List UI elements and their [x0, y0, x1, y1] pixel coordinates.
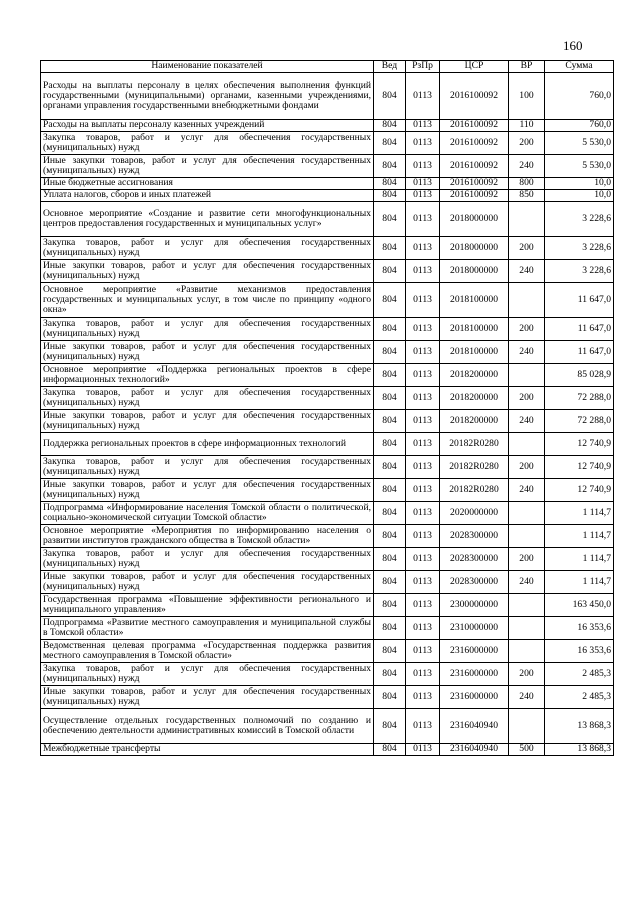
cell-vr: 200: [509, 237, 545, 260]
cell-sum: 85 028,9: [545, 364, 614, 387]
cell-ved: 804: [374, 387, 406, 410]
cell-ved: 804: [374, 502, 406, 525]
cell-ved: 804: [374, 640, 406, 663]
cell-ved: 804: [374, 283, 406, 318]
cell-rzpr: 0113: [406, 178, 440, 190]
cell-name: Иные закупки товаров, работ и услуг для обеспечения государственных (муниципальных) нужд: [41, 479, 374, 502]
table-row: [41, 640, 614, 663]
cell-name: Межбюджетные трансферты: [41, 744, 374, 756]
cell-ved: 804: [374, 260, 406, 283]
cell-csr: 2016100092: [440, 132, 509, 155]
cell-sum: 72 288,0: [545, 410, 614, 433]
cell-ved: 804: [374, 548, 406, 571]
cell-sum: 11 647,0: [545, 341, 614, 364]
cell-name: Иные закупки товаров, работ и услуг для обеспечения государственных (муниципальных) нужд: [41, 155, 374, 178]
cell-name: Основное мероприятие «Мероприятия по информированию населения о развитии институтов гражданского общества в Томской области»: [41, 525, 374, 548]
cell-rzpr: 0113: [406, 433, 440, 456]
table-row: [41, 318, 614, 341]
cell-vr: 200: [509, 318, 545, 341]
table-row: [41, 364, 614, 387]
cell-ved: 804: [374, 663, 406, 686]
cell-ved: 804: [374, 594, 406, 617]
cell-sum: 16 353,6: [545, 617, 614, 640]
cell-csr: 2020000000: [440, 502, 509, 525]
cell-csr: 2018200000: [440, 387, 509, 410]
cell-name: Подпрограмма «Развитие местного самоуправления и муниципальной службы в Томской области»: [41, 617, 374, 640]
cell-rzpr: 0113: [406, 525, 440, 548]
cell-sum: 3 228,6: [545, 237, 614, 260]
table-row: [41, 283, 614, 318]
cell-ved: 804: [374, 709, 406, 744]
cell-sum: 1 114,7: [545, 571, 614, 594]
cell-csr: 2018000000: [440, 237, 509, 260]
cell-sum: 11 647,0: [545, 318, 614, 341]
cell-csr: 2018100000: [440, 341, 509, 364]
cell-vr: 240: [509, 479, 545, 502]
cell-csr: 2316000000: [440, 686, 509, 709]
cell-name: Закупка товаров, работ и услуг для обеспечения государственных (муниципальных) нужд: [41, 132, 374, 155]
table-row: [41, 260, 614, 283]
cell-rzpr: 0113: [406, 132, 440, 155]
cell-vr: 110: [509, 120, 545, 132]
header-sum: Сумма: [545, 61, 614, 73]
cell-vr: 100: [509, 73, 545, 120]
table-row: [41, 120, 614, 132]
cell-ved: 804: [374, 686, 406, 709]
cell-rzpr: 0113: [406, 341, 440, 364]
cell-ved: 804: [374, 120, 406, 132]
cell-sum: 2 485,3: [545, 686, 614, 709]
cell-rzpr: 0113: [406, 686, 440, 709]
cell-csr: 20182R0280: [440, 433, 509, 456]
table-row: [41, 663, 614, 686]
cell-ved: 804: [374, 617, 406, 640]
cell-rzpr: 0113: [406, 190, 440, 202]
cell-sum: 10,0: [545, 190, 614, 202]
cell-sum: 13 868,3: [545, 744, 614, 756]
cell-vr: 240: [509, 410, 545, 433]
cell-sum: 11 647,0: [545, 283, 614, 318]
cell-name: Расходы на выплаты персоналу в целях обеспечения выполнения функций государственными (муниципальными) органами, казенными учреждениями, органами управления государственными внебюджетными фондами: [41, 73, 374, 120]
table-row: [41, 479, 614, 502]
cell-vr: 240: [509, 260, 545, 283]
cell-sum: 3 228,6: [545, 260, 614, 283]
cell-rzpr: 0113: [406, 640, 440, 663]
cell-vr: 240: [509, 341, 545, 364]
header-vr: ВР: [509, 61, 545, 73]
cell-csr: 2018200000: [440, 410, 509, 433]
cell-vr: [509, 525, 545, 548]
table-row: [41, 525, 614, 548]
cell-csr: 2016100092: [440, 120, 509, 132]
cell-ved: 804: [374, 364, 406, 387]
table-row: [41, 237, 614, 260]
cell-rzpr: 0113: [406, 364, 440, 387]
table-row: [41, 132, 614, 155]
cell-rzpr: 0113: [406, 155, 440, 178]
cell-csr: 2316000000: [440, 663, 509, 686]
cell-rzpr: 0113: [406, 318, 440, 341]
table-row: [41, 387, 614, 410]
cell-csr: 2018100000: [440, 283, 509, 318]
cell-sum: 163 450,0: [545, 594, 614, 617]
cell-sum: 12 740,9: [545, 479, 614, 502]
cell-vr: [509, 594, 545, 617]
cell-vr: [509, 640, 545, 663]
cell-ved: 804: [374, 178, 406, 190]
cell-ved: 804: [374, 341, 406, 364]
cell-vr: 200: [509, 548, 545, 571]
table-row: [41, 190, 614, 202]
cell-sum: 12 740,9: [545, 456, 614, 479]
cell-rzpr: 0113: [406, 410, 440, 433]
cell-csr: 2316040940: [440, 709, 509, 744]
table-row: [41, 73, 614, 120]
cell-csr: 2316000000: [440, 640, 509, 663]
cell-name: Подпрограмма «Информирование населения Томской области о политической, социально-экономической ситуации Томской области»: [41, 502, 374, 525]
cell-sum: 1 114,7: [545, 525, 614, 548]
cell-csr: 2016100092: [440, 178, 509, 190]
cell-csr: 2018200000: [440, 364, 509, 387]
table-row: [41, 686, 614, 709]
cell-sum: 5 530,0: [545, 132, 614, 155]
cell-rzpr: 0113: [406, 548, 440, 571]
cell-rzpr: 0113: [406, 73, 440, 120]
cell-vr: [509, 202, 545, 237]
table-row: [41, 410, 614, 433]
cell-rzpr: 0113: [406, 502, 440, 525]
cell-sum: 1 114,7: [545, 548, 614, 571]
cell-name: Государственная программа «Повышение эффективности регионального и муниципального управления»: [41, 594, 374, 617]
cell-rzpr: 0113: [406, 283, 440, 318]
cell-csr: 2028300000: [440, 525, 509, 548]
cell-vr: [509, 502, 545, 525]
cell-rzpr: 0113: [406, 120, 440, 132]
cell-rzpr: 0113: [406, 387, 440, 410]
cell-name: Иные закупки товаров, работ и услуг для обеспечения государственных (муниципальных) нужд: [41, 686, 374, 709]
cell-vr: 240: [509, 571, 545, 594]
header-rzpr: РзПр: [406, 61, 440, 73]
cell-sum: 2 485,3: [545, 663, 614, 686]
table-row: [41, 202, 614, 237]
cell-vr: 240: [509, 686, 545, 709]
cell-vr: 500: [509, 744, 545, 756]
cell-name: Закупка товаров, работ и услуг для обеспечения государственных (муниципальных) нужд: [41, 237, 374, 260]
table-row: [41, 433, 614, 456]
cell-csr: 2018100000: [440, 318, 509, 341]
cell-ved: 804: [374, 744, 406, 756]
cell-sum: 12 740,9: [545, 433, 614, 456]
header-ved: Вед: [374, 61, 406, 73]
cell-name: Основное мероприятие «Создание и развитие сети многофункциональных центров предоставления государственных и муниципальных услуг»: [41, 202, 374, 237]
cell-sum: 760,0: [545, 73, 614, 120]
cell-name: Иные бюджетные ассигнования: [41, 178, 374, 190]
cell-rzpr: 0113: [406, 237, 440, 260]
cell-name: Иные закупки товаров, работ и услуг для обеспечения государственных (муниципальных) нужд: [41, 260, 374, 283]
cell-csr: 2310000000: [440, 617, 509, 640]
cell-name: Расходы на выплаты персоналу казенных учреждений: [41, 120, 374, 132]
cell-rzpr: 0113: [406, 202, 440, 237]
cell-rzpr: 0113: [406, 456, 440, 479]
cell-csr: 2018000000: [440, 202, 509, 237]
cell-vr: 240: [509, 155, 545, 178]
cell-vr: 200: [509, 387, 545, 410]
cell-csr: 20182R0280: [440, 456, 509, 479]
cell-vr: [509, 617, 545, 640]
cell-ved: 804: [374, 525, 406, 548]
cell-ved: 804: [374, 410, 406, 433]
cell-csr: 2028300000: [440, 548, 509, 571]
cell-csr: 2028300000: [440, 571, 509, 594]
cell-vr: 200: [509, 456, 545, 479]
cell-name: Иные закупки товаров, работ и услуг для обеспечения государственных (муниципальных) нужд: [41, 341, 374, 364]
table-row: [41, 744, 614, 756]
cell-name: Закупка товаров, работ и услуг для обеспечения государственных (муниципальных) нужд: [41, 548, 374, 571]
cell-ved: 804: [374, 190, 406, 202]
cell-name: Закупка товаров, работ и услуг для обеспечения государственных (муниципальных) нужд: [41, 387, 374, 410]
cell-csr: 2018000000: [440, 260, 509, 283]
table-row: [41, 456, 614, 479]
cell-csr: 2300000000: [440, 594, 509, 617]
cell-vr: 200: [509, 663, 545, 686]
budget-table: [40, 60, 614, 756]
table-row: [41, 571, 614, 594]
header-csr: ЦСР: [440, 61, 509, 73]
cell-name: Закупка товаров, работ и услуг для обеспечения государственных (муниципальных) нужд: [41, 318, 374, 341]
cell-ved: 804: [374, 433, 406, 456]
cell-csr: 20182R0280: [440, 479, 509, 502]
table-row: [41, 341, 614, 364]
table-row: [41, 178, 614, 190]
cell-vr: [509, 433, 545, 456]
table-row: [41, 594, 614, 617]
table-row: [41, 502, 614, 525]
cell-rzpr: 0113: [406, 260, 440, 283]
cell-name: Поддержка региональных проектов в сфере информационных технологий: [41, 433, 374, 456]
cell-name: Осуществление отдельных государственных полномочий по созданию и обеспечению деятельности административных комиссий в Томской области: [41, 709, 374, 744]
cell-ved: 804: [374, 202, 406, 237]
table-row: [41, 617, 614, 640]
cell-rzpr: 0113: [406, 479, 440, 502]
cell-ved: 804: [374, 132, 406, 155]
cell-name: Основное мероприятие «Развитие механизмов предоставления государственных и муниципальных услуг, в том числе по принципу «одного окна»: [41, 283, 374, 318]
cell-sum: 5 530,0: [545, 155, 614, 178]
cell-ved: 804: [374, 479, 406, 502]
cell-rzpr: 0113: [406, 571, 440, 594]
cell-name: Иные закупки товаров, работ и услуг для обеспечения государственных (муниципальных) нужд: [41, 571, 374, 594]
cell-vr: [509, 709, 545, 744]
cell-csr: 2016100092: [440, 73, 509, 120]
cell-csr: 2016100092: [440, 155, 509, 178]
cell-csr: 2016100092: [440, 190, 509, 202]
cell-vr: 200: [509, 132, 545, 155]
cell-ved: 804: [374, 318, 406, 341]
cell-sum: 760,0: [545, 120, 614, 132]
cell-ved: 804: [374, 73, 406, 120]
cell-rzpr: 0113: [406, 663, 440, 686]
table-header-row: [41, 61, 614, 73]
cell-rzpr: 0113: [406, 617, 440, 640]
header-name: Наименование показателей: [41, 61, 374, 73]
cell-sum: 10,0: [545, 178, 614, 190]
cell-name: Закупка товаров, работ и услуг для обеспечения государственных (муниципальных) нужд: [41, 663, 374, 686]
cell-name: Иные закупки товаров, работ и услуг для обеспечения государственных (муниципальных) нужд: [41, 410, 374, 433]
cell-vr: [509, 283, 545, 318]
cell-rzpr: 0113: [406, 744, 440, 756]
cell-ved: 804: [374, 155, 406, 178]
cell-ved: 804: [374, 237, 406, 260]
page-number: 160: [563, 38, 583, 53]
cell-ved: 804: [374, 456, 406, 479]
cell-vr: 800: [509, 178, 545, 190]
cell-name: Ведомственная целевая программа «Государственная поддержка развития местного самоуправления в Томской области»: [41, 640, 374, 663]
table-row: [41, 155, 614, 178]
cell-rzpr: 0113: [406, 709, 440, 744]
cell-name: Основное мероприятие «Поддержка региональных проектов в сфере информационных технологий»: [41, 364, 374, 387]
cell-sum: 1 114,7: [545, 502, 614, 525]
cell-sum: 72 288,0: [545, 387, 614, 410]
cell-csr: 2316040940: [440, 744, 509, 756]
table-row: [41, 709, 614, 744]
cell-name: Уплата налогов, сборов и иных платежей: [41, 190, 374, 202]
cell-vr: 850: [509, 190, 545, 202]
cell-rzpr: 0113: [406, 594, 440, 617]
cell-name: Закупка товаров, работ и услуг для обеспечения государственных (муниципальных) нужд: [41, 456, 374, 479]
cell-ved: 804: [374, 571, 406, 594]
cell-sum: 3 228,6: [545, 202, 614, 237]
cell-vr: [509, 364, 545, 387]
cell-sum: 16 353,6: [545, 640, 614, 663]
table-row: [41, 548, 614, 571]
cell-sum: 13 868,3: [545, 709, 614, 744]
